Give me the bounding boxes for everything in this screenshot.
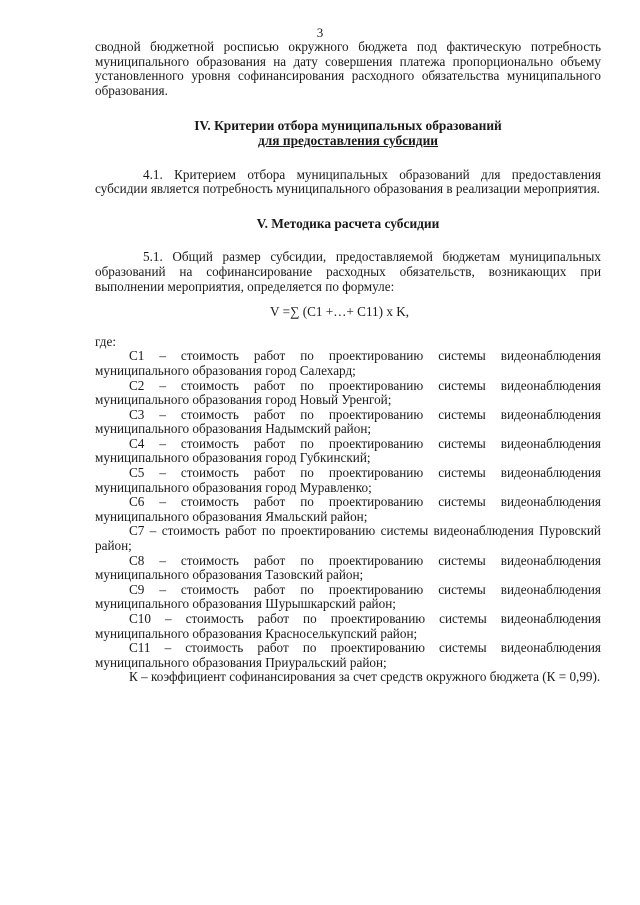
list-item: К – коэффициент софинансирования за счет средств окружного бюджета (К = 0,99). [129, 669, 601, 685]
list-item: С1 – стоимость работ по проектированию системы видеонаблюдения муниципального образования город Салехард; [95, 348, 601, 378]
variables-list [95, 349, 601, 685]
page-number: 3 [316, 25, 324, 40]
list-item: С10 – стоимость работ по проектированию системы видеонаблюдения муниципального образования Красноселькупский район; [95, 611, 601, 641]
formula: V =∑ (C1 +…+ C11) x K, [270, 304, 410, 320]
section-4-title-line1: IV. Критерии отбора муниципальных образований [194, 118, 502, 134]
list-item: С2 – стоимость работ по проектированию системы видеонаблюдения муниципального образования город Новый Уренгой; [95, 377, 601, 408]
section-4-paragraph: 4.1. Критерием отбора муниципальных образований для предоставления субсидии является потребность муниципального образования в реализации мероприятия. [95, 166, 601, 197]
list-item: С6 – стоимость работ по проектированию системы видеонаблюдения муниципального образования Ямальский район; [95, 494, 601, 524]
document-body [95, 40, 601, 685]
section-4-title-line2: для предоставления субсидии [257, 132, 439, 148]
intro-paragraph: сводной бюджетной росписью окружного бюджета под фактическую потребность муниципального образования на дату совершения платежа пропорционально объему установленного уровня софинансирования расходного обязательства муниципального образования. [95, 39, 601, 98]
list-item: С8 – стоимость работ по проектированию системы видеонаблюдения муниципального образования Тазовский район; [95, 552, 601, 583]
list-item: С7 – стоимость работ по проектированию системы видеонаблюдения Пуровский район; [95, 523, 601, 554]
section-4-title [95, 119, 601, 148]
where-label: где: [95, 333, 116, 349]
list-item: С5 – стоимость работ по проектированию системы видеонаблюдения муниципального образования город Муравленко; [95, 465, 601, 495]
section-5-title: V. Методика расчета субсидии [256, 215, 440, 231]
list-item: С9 – стоимость работ по проектированию системы видеонаблюдения муниципального образования Шурышкарский район; [95, 581, 601, 612]
list-item: С4 – стоимость работ по проектированию системы видеонаблюдения муниципального образования город Губкинский; [95, 435, 601, 466]
section-5-paragraph: 5.1. Общий размер субсидии, предоставляемой бюджетам муниципальных образований на софинансирование расходных обязательств, возникающих при выполнении мероприятия, определяется по формуле: [95, 249, 601, 294]
list-item: С11 – стоимость работ по проектированию системы видеонаблюдения муниципального образования Приуральский район; [95, 640, 601, 670]
list-item: С3 – стоимость работ по проектированию системы видеонаблюдения муниципального образования Надымский район; [95, 406, 601, 437]
